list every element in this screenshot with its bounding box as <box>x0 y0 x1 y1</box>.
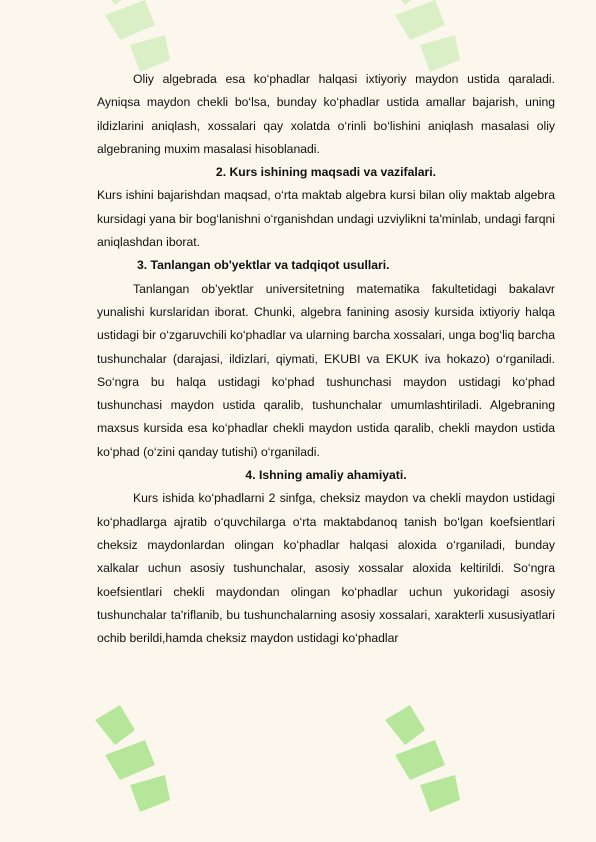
paragraph-intro: Oliy algebrada esa ko‘phadlar halqasi ixtiyoriy maydon ustida qaraladi. Ayniqsa maydon chekli bo‘lsa, bunday ko‘phadlar ustida amallar bajarish, uning ildizlarini aniqlash, xossalari qay xolatda o‘rinli bo‘lishini aniqlash masalasi oliy algebraning muxim masalasi hisoblanadi. <box>97 72 555 156</box>
heading-methods: 3. Tanlangan ob'yektlar va tadqiqot usullari. <box>137 258 390 273</box>
heading-goals: 2. Kurs ishining maqsadi va vazifalari. <box>215 165 437 180</box>
document-body <box>97 68 555 650</box>
watermark-logo-icon <box>365 700 475 820</box>
watermark-logo-icon <box>75 700 185 820</box>
paragraph-significance: Kurs ishida ko‘phadlarni 2 sinfga, cheksiz maydon va chekli maydon ustidagi ko‘phadlarga ajratib o‘quvchilarga o‘rta maktabdanoq tanish bo‘lgan koefsientlari cheksiz maydonlardan olingan ko‘phadlar halqasi aloxida o‘rganiladi, bunday xalkalar uchun asosiy tushunchalar, asosiy xossalar aloxida keltirildi. So‘ngra koefsientlari chekli maydondan olingan ko‘phadlar uchun yukoridagi asosiy tushunchalar ta'riflanib, bu tushunchalarning asosiy xossalari, xarakterli xususiyatlari ochib berildi,hamda cheksiz maydon ustidagi ko‘phadlar <box>97 491 555 646</box>
paragraph-methods: Tanlangan ob’yektlar universitetning matematika fakultetidagi bakalavr yunalishi kurslaridan iborat. Chunki, algebra fanining asosiy kursida ixtiyoriy halqa ustidagi bir o‘zgaruvchili ko‘phadlar va ularning barcha xossalari, unga bog‘liq barcha tushunchalar (darajasi, ildizlari, qiymati, EKUBI va EKUK iva hokazo) o‘rganiladi. So‘ngra bu halqa ustidagi ko‘phad tushunchasi maydon ustidagi ko‘phad tushunchasi maydon ustida qaralib, tushunchalar umumlashtiriladi. Algebraning maxsus kursida esa ko‘phadlar chekli maydon ustida qaralib, chekli maydon ustida ko‘phad (o‘zini qanday tutishi) o‘rganiladi. <box>97 281 555 459</box>
paragraph-goals: Kurs ishini bajarishdan maqsad, o‘rta maktab algebra kursi bilan oliy maktab algebra kursidagi yana bir bog‘lanishni o‘rganishdan undagi uzviylikni ta'minlab, undagi farqni aniqlashdan iborat. <box>97 188 555 250</box>
heading-significance: 4. Ishning amaliy ahamiyati. <box>245 468 407 483</box>
